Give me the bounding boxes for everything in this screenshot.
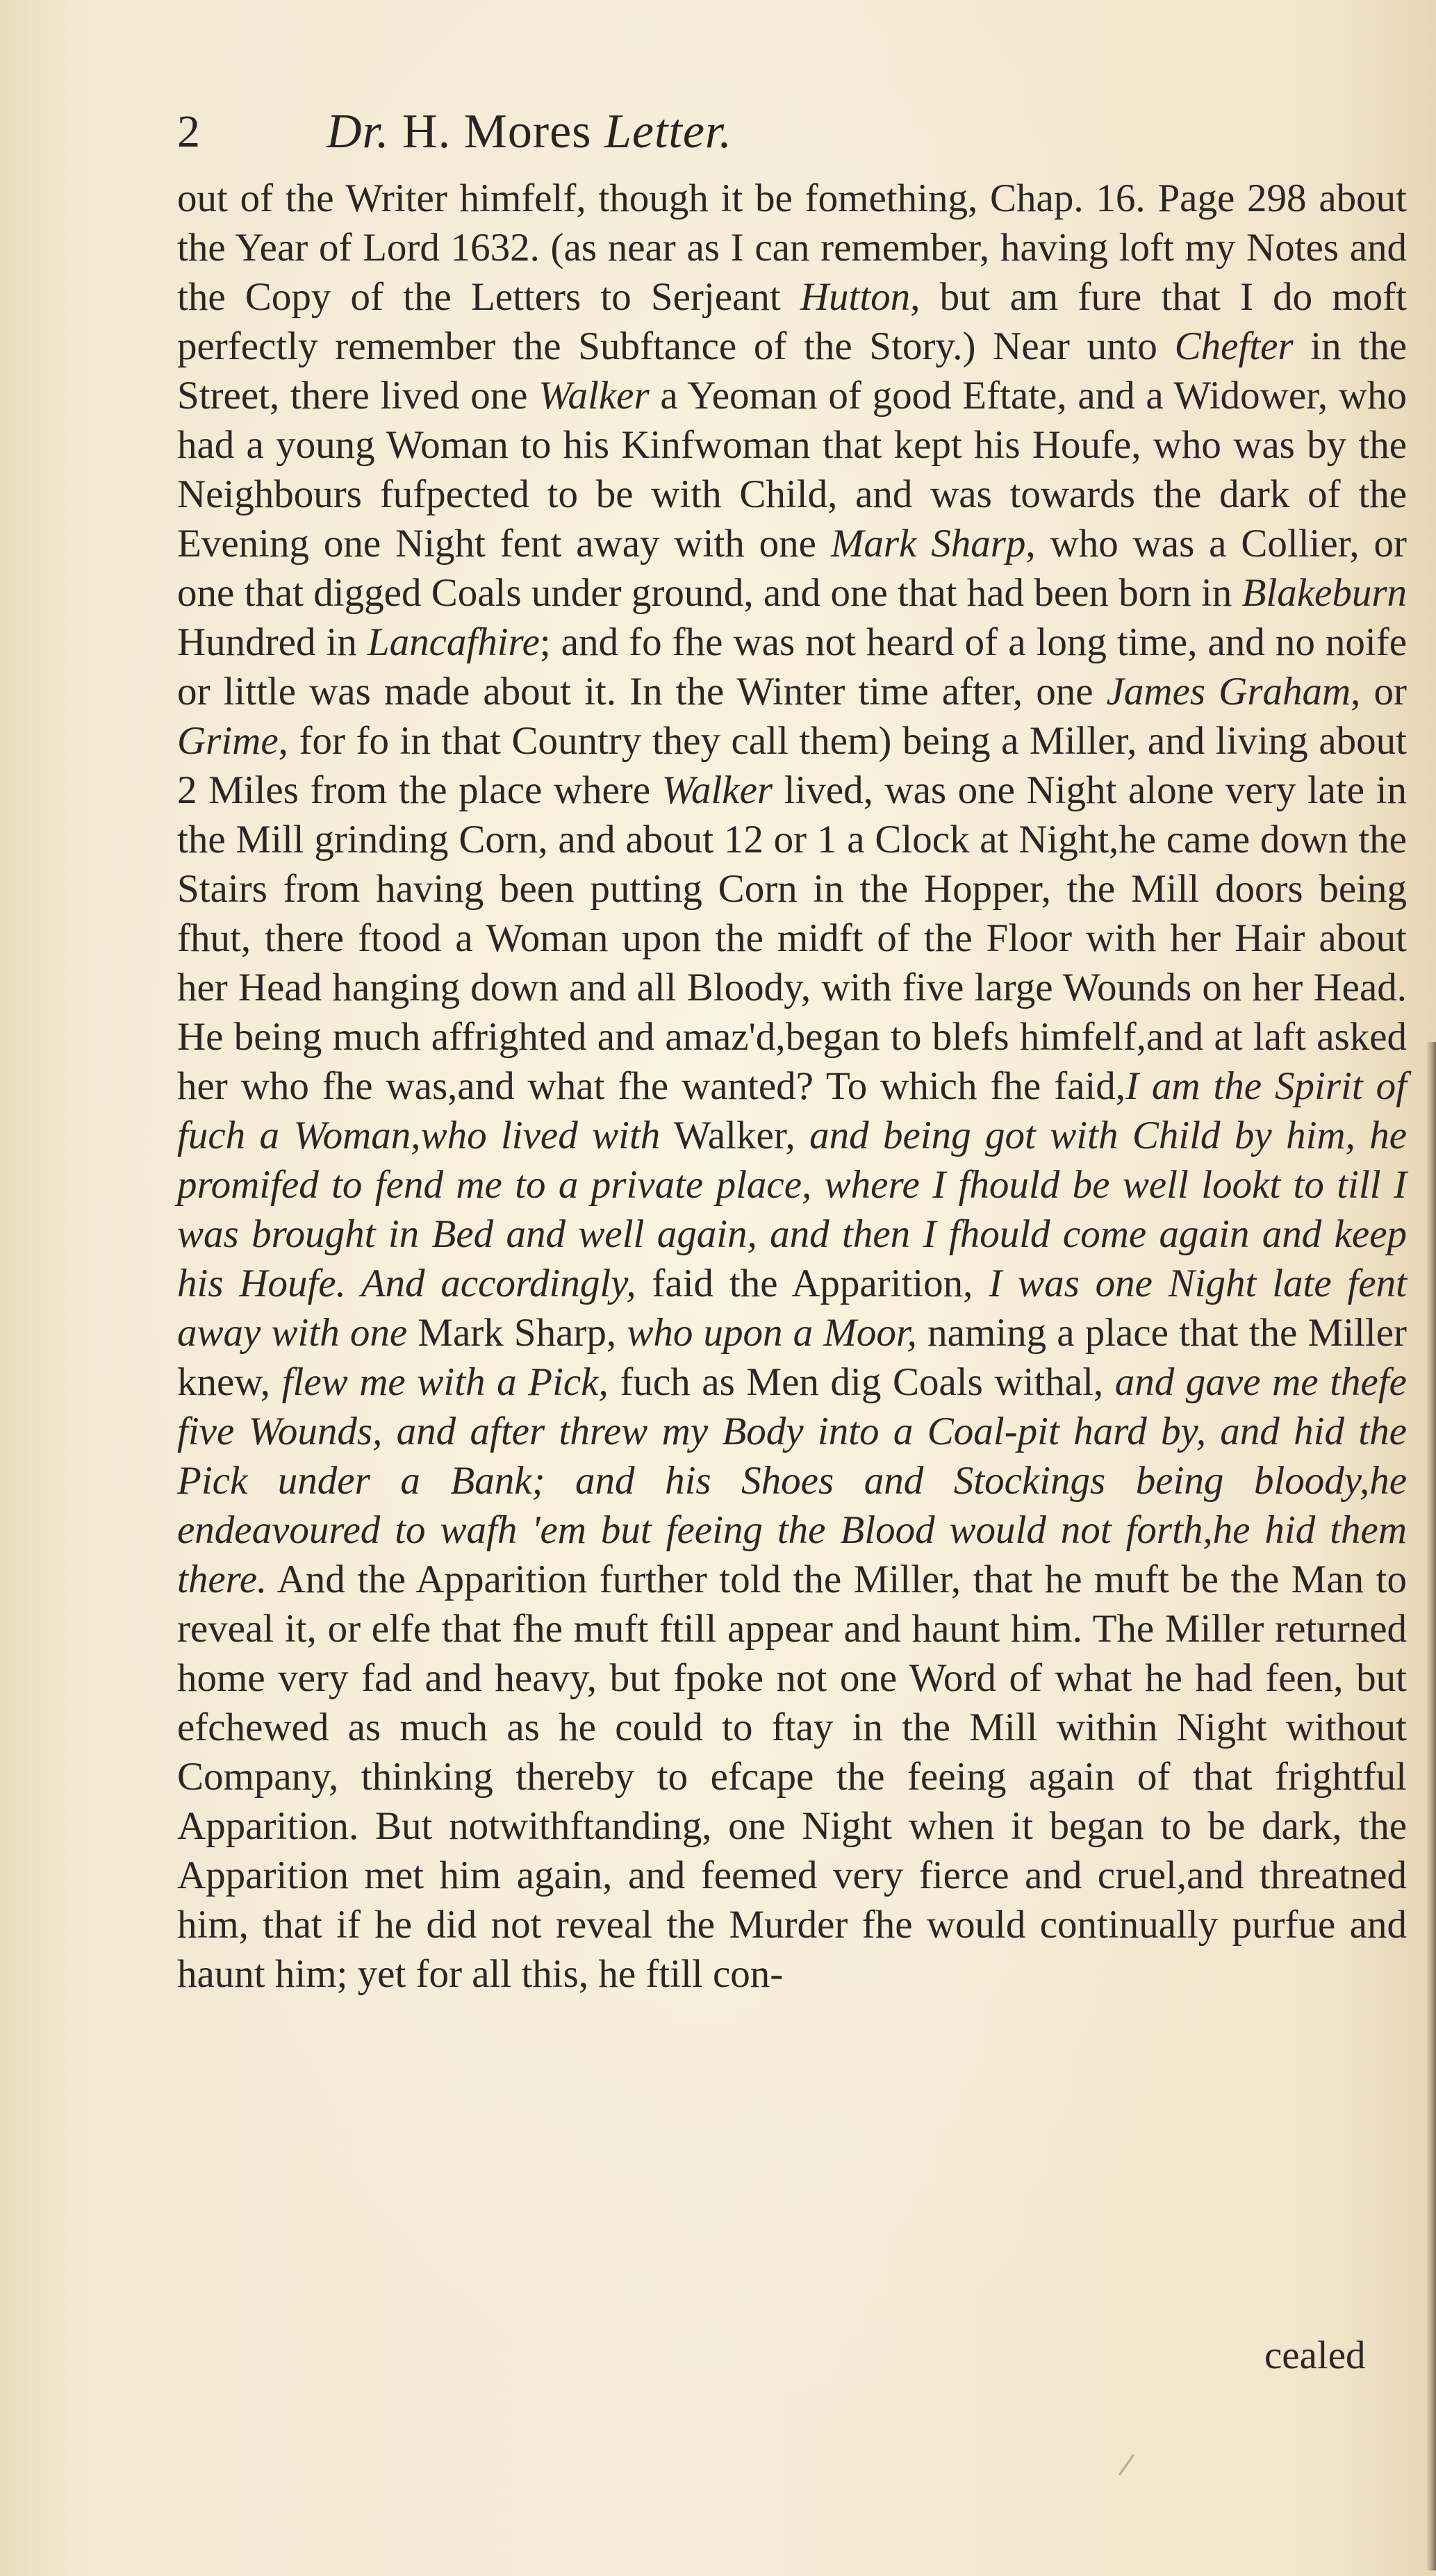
text-segment: Hundred in (177, 620, 368, 664)
title-name: H. Mores (402, 105, 592, 158)
running-title (327, 97, 732, 167)
italic-speech: flew me with a Pick, (281, 1360, 609, 1404)
italic-place: Chefter (1174, 324, 1294, 368)
italic-name: Grime (177, 719, 279, 763)
text-segment: ; and fo fhe was not heard of a long time, and no noife or little was made about it. In the Winter time after, one (177, 620, 1408, 713)
text-segment: a Yeoman of good Eftate, and a Widower, who had a young Woman to his Kinfwoman that kept his Houfe, who was by the Neighbours fufpected to be with Child, and was towards the dark of the Evening one Night fent away with one (177, 374, 1407, 565)
text-segment: , or (1351, 670, 1407, 713)
body-text (177, 174, 1407, 1999)
text-segment: , for fo in that Country they call them) being a Miller, and living about 2 Miles from the place where (177, 719, 1407, 812)
pen-mark (1119, 2454, 1134, 2475)
italic-speech: who upon a Moor, (627, 1311, 917, 1355)
page-edge-shadow (1426, 1042, 1436, 2570)
italic-speech: I was one Night late fent away with one (177, 1262, 1407, 1355)
title-prefix: Dr. (327, 105, 390, 158)
page-number: 2 (177, 106, 200, 157)
text-segment: , who was a Collier, or one that digged Coals under ground, and one that had been born in (177, 522, 1407, 615)
italic-speech: I am the Spirit of fuch a Woman,who lived with (177, 1064, 1408, 1157)
text-segment: , but am fure that I do moft perfectly remember the Subftance of the Story.) Near unto (177, 275, 1407, 368)
italic-speech: and being got with Child by him, he promifed to fend me to a private place, where I fhould be well lookt to till I was brought in Bed and well again, and then I fhould come again and keep his Houfe. And accordingly, (177, 1114, 1408, 1305)
italic-speech: and gave me thefe five Wounds, and after threw my Body into a Coal-pit hard by, and hid the Pick under a Bank; and his Shoes and Stockings being bloody,he endeavoured to wafh 'em but feeing the Blood would not forth,he hid them there. (177, 1360, 1407, 1601)
text-segment: Walker, (660, 1114, 810, 1157)
italic-name: James Graham (1106, 670, 1351, 713)
text-segment: in the Street, there lived one (177, 324, 1407, 418)
text-segment: faid the Apparition, (636, 1262, 989, 1305)
text-segment: And the Apparition further told the Miller, that he muft be the Man to reveal it, or elfe that fhe muft ftill appear and haunt him. The Miller returned home very fad and heavy, but fpoke not one Word of what he had feen, but efchewed as much as he could to ftay in the Mill within Night without Company, thinking thereby to efcape the feeing again of that frightful Apparition. But notwithftanding, one Night when it began to be dark, the Apparition met him again, and feemed very fierce and cruel,and threatned him, that if he did not reveal the Murder fhe would continually purfue and haunt him; yet for all this, he ftill con- (177, 1558, 1407, 1996)
text-segment: out of the Writer himfelf, though it be fomething, Chap. 16. Page 298 about the Year of Lord 1632. (as near as I can remember, having loft my Notes and the Copy of the Letters to Serjeant (177, 176, 1407, 319)
catchword: cealed (1264, 2334, 1366, 2377)
text-segment: Mark Sharp, (407, 1311, 627, 1355)
italic-place: Lancafhire (367, 620, 540, 664)
text-segment: lived, was one Night alone very late in the Mill grinding Corn, and about 12 or 1 a Clock at Night,he came down the Stairs from having been putting Corn in the Hopper, the Mill doors being fhut, there ftood a Woman upon the midft of the Floor with her Hair about her Head hanging down and all Bloody, with five large Wounds on her Head. He being much affrighted and amaz'd,began to blefs himfelf,and at laft asked her who fhe was,and what fhe wanted? To which fhe faid, (177, 768, 1408, 1108)
text-segment: fuch as Men dig Coals withal, (608, 1360, 1115, 1404)
italic-name: Hutton (800, 275, 911, 319)
page-header (177, 97, 1428, 167)
title-suffix: Letter. (604, 105, 732, 158)
italic-place: Blakeburn (1241, 571, 1407, 615)
italic-name: Walker (538, 374, 650, 418)
text-segment: naming a place that the Miller knew, (177, 1311, 1407, 1404)
italic-name: Mark Sharp (830, 522, 1026, 565)
italic-name: Walker (661, 768, 773, 812)
